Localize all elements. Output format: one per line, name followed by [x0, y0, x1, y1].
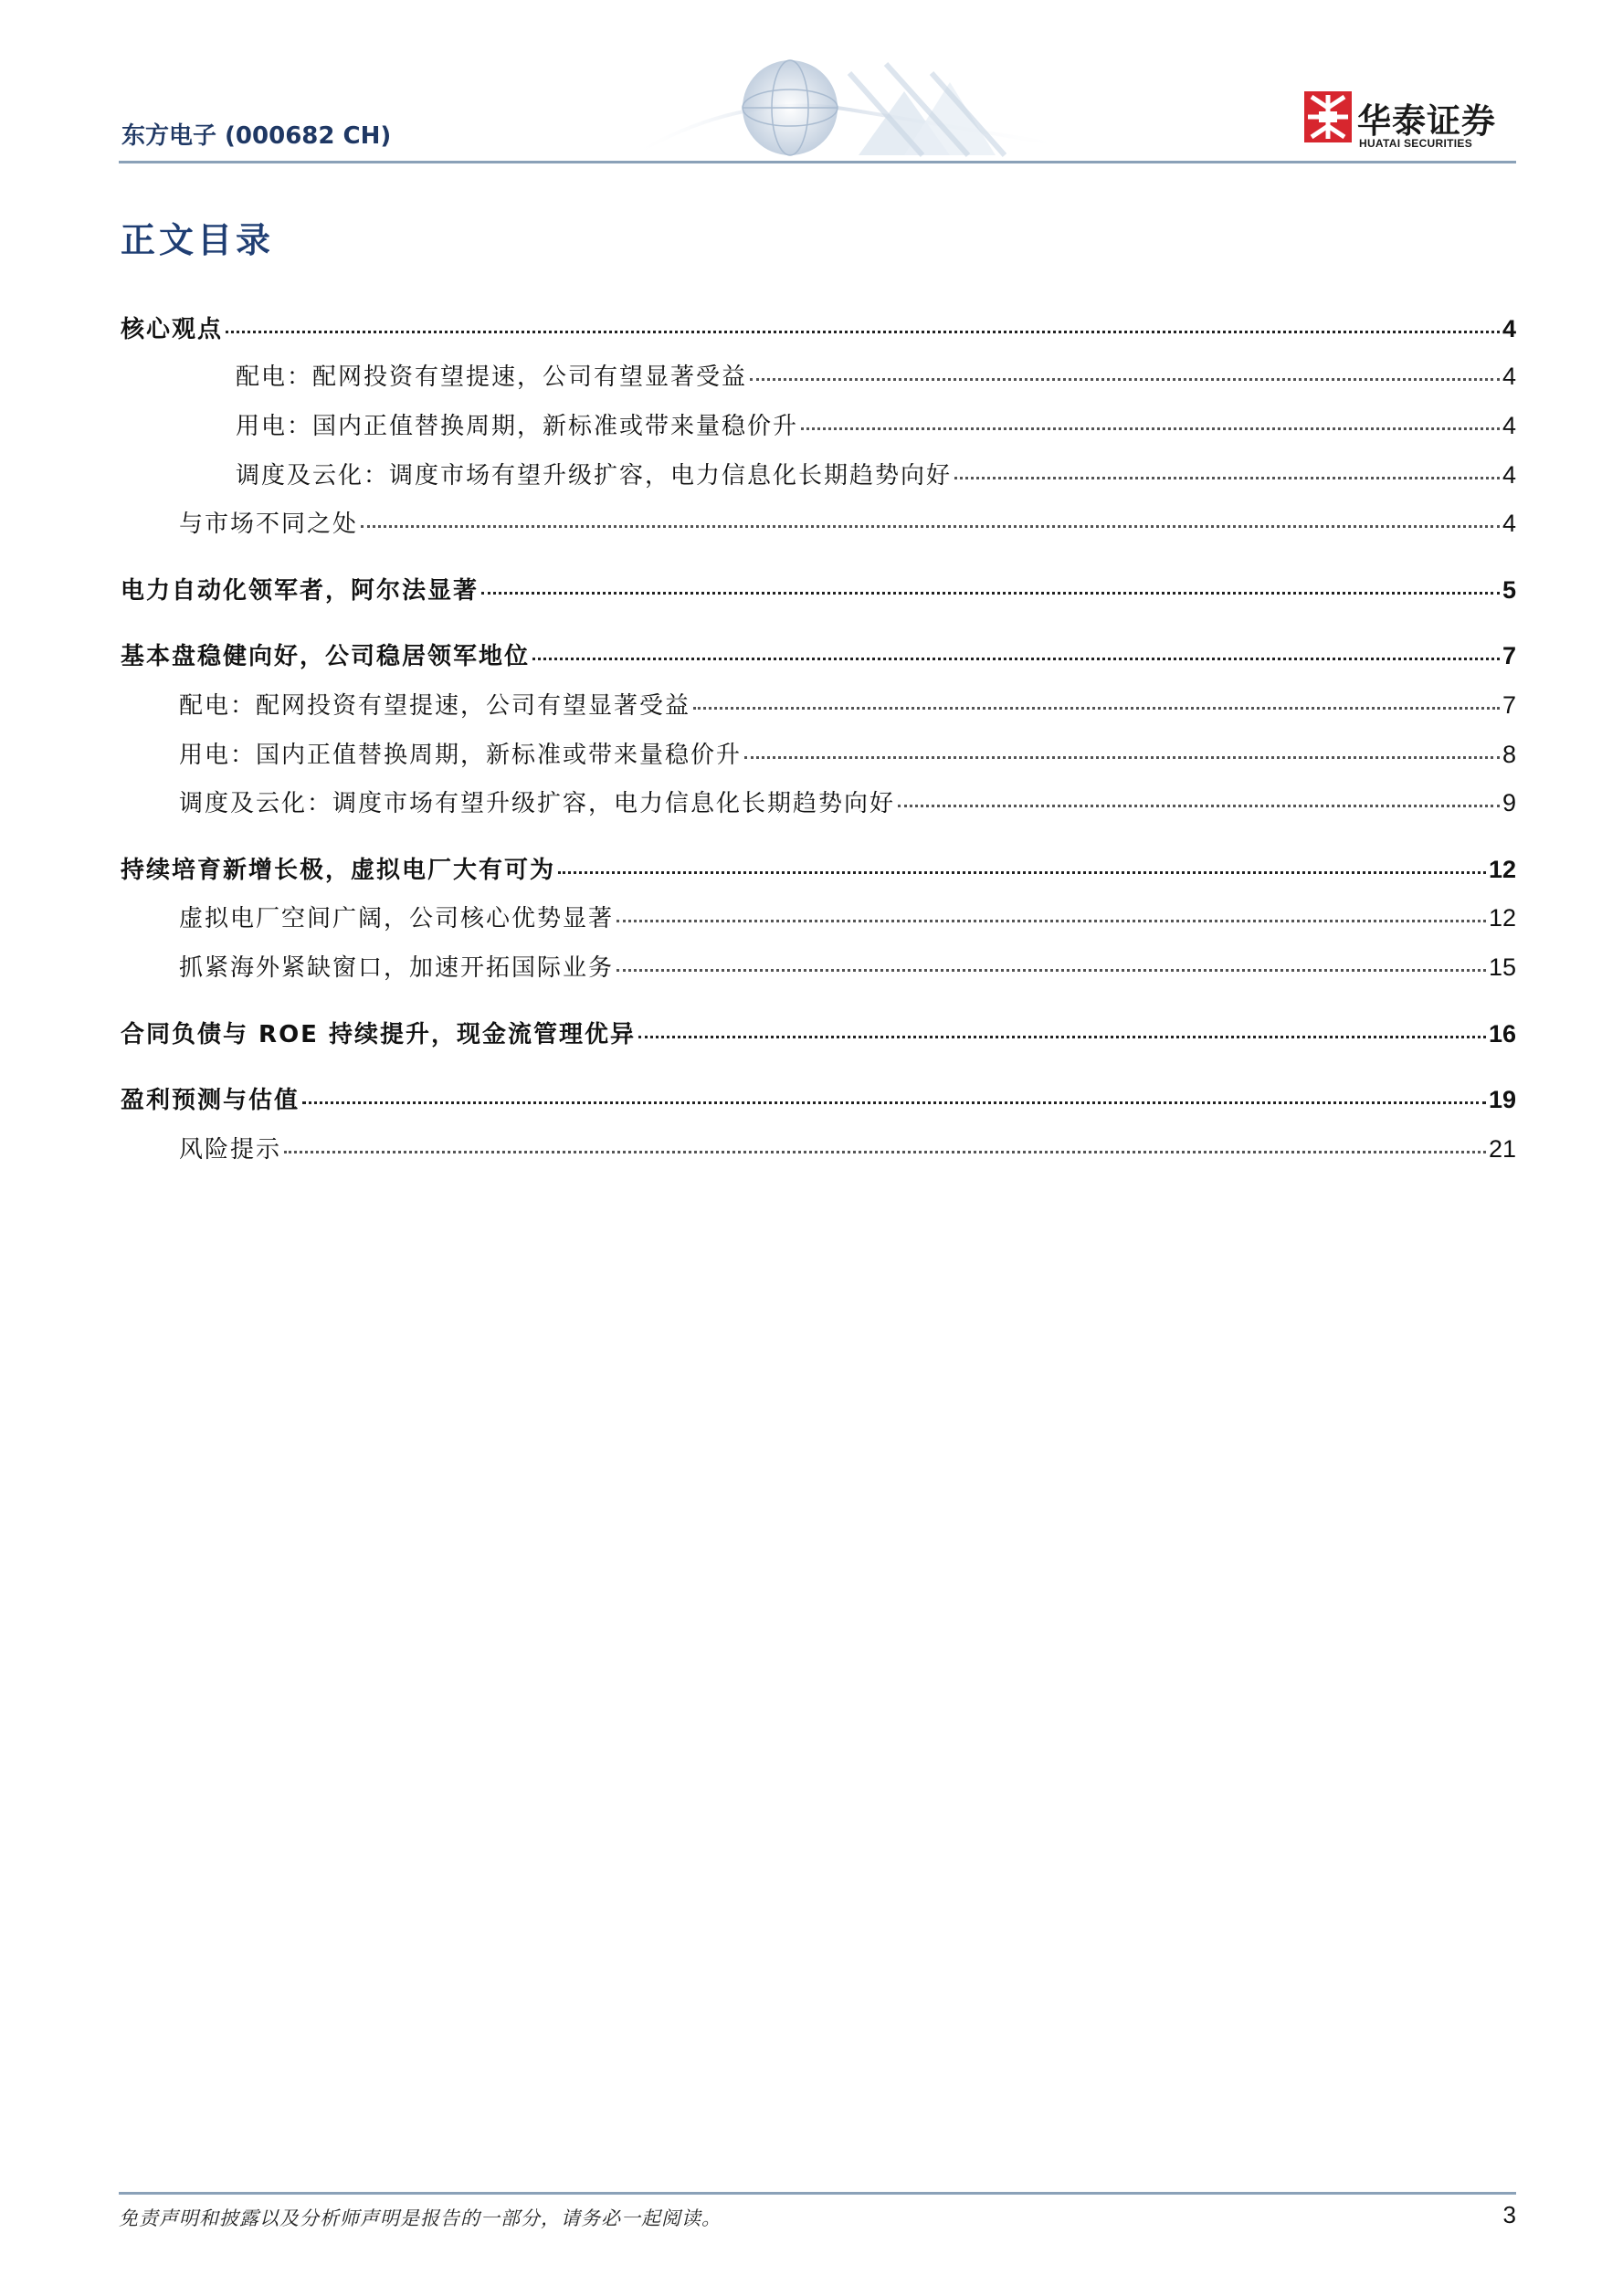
toc-entry-page: 9 [1502, 789, 1516, 816]
toc-entry[interactable] [236, 358, 1516, 392]
toc-entry-page: 4 [1502, 412, 1516, 439]
toc-entry[interactable] [179, 900, 1516, 933]
company-ticker: 东方电子 (000682 CH) [121, 122, 392, 150]
toc-entry-page: 5 [1502, 576, 1516, 604]
toc-entry-title: 电力自动化领军者，阿尔法显著 [121, 577, 480, 605]
toc-dot-leader [638, 1036, 1486, 1038]
toc-entry-title: 盈利预测与估值 [121, 1087, 300, 1114]
toc-entry[interactable] [179, 687, 1516, 721]
toc-entry-page: 7 [1502, 691, 1516, 719]
toc-entry-page: 12 [1488, 904, 1516, 932]
toc-dot-leader [481, 592, 1500, 595]
toc-entry-page: 4 [1502, 461, 1516, 489]
toc-dot-leader [744, 756, 1500, 759]
toc-dot-leader [361, 525, 1500, 528]
toc-entry-page: 12 [1488, 856, 1516, 883]
page-number: 3 [1502, 2201, 1516, 2228]
toc-entry-title: 配电：配网投资有望提速，公司有望显著受益 [179, 692, 691, 720]
toc-entry-title: 虚拟电厂空间广阔，公司核心优势显著 [179, 905, 615, 932]
footer-disclaimer: 免责声明和披露以及分析师声明是报告的一部分，请务必一起阅读。 [119, 2207, 722, 2229]
toc-entry[interactable] [121, 1081, 1516, 1115]
toc-entry-title: 核心观点 [121, 316, 224, 343]
page-title: 正文目录 [121, 219, 275, 260]
logo-english-name: HUATAI SECURITIES [1359, 137, 1472, 150]
toc-entry-title: 用电：国内正值替换周期，新标准或带来量稳价升 [179, 742, 743, 769]
toc-entry-page: 4 [1502, 510, 1516, 537]
globe-banner-icon [630, 55, 1069, 163]
toc-entry[interactable] [121, 1016, 1516, 1049]
toc-entry[interactable] [179, 785, 1516, 818]
toc-entry-title: 风险提示 [179, 1136, 282, 1164]
toc-entry-title: 基本盘稳健向好，公司稳居领军地位 [121, 643, 531, 670]
toc-entry-page: 4 [1502, 315, 1516, 342]
toc-entry-page: 7 [1502, 642, 1516, 669]
toc-dot-leader [617, 969, 1486, 972]
header-divider [119, 161, 1516, 163]
toc-dot-leader [617, 920, 1486, 922]
toc-dot-leader [284, 1151, 1486, 1153]
toc-entry-title: 抓紧海外紧缺窗口，加速开拓国际业务 [179, 954, 615, 982]
toc-entry-page: 15 [1488, 953, 1516, 981]
footer-divider [119, 2192, 1516, 2195]
toc-dot-leader [954, 477, 1500, 479]
toc-entry[interactable] [179, 1131, 1516, 1164]
toc-entry-title: 合同负债与 ROE 持续提升，现金流管理优异 [121, 1021, 636, 1048]
toc-dot-leader [898, 805, 1500, 807]
toc-entry-page: 21 [1488, 1135, 1516, 1163]
toc-entry-title: 用电：国内正值替换周期，新标准或带来量稳价升 [236, 413, 799, 440]
toc-dot-leader [693, 707, 1500, 710]
toc-entry-page: 16 [1488, 1020, 1516, 1048]
toc-entry[interactable] [179, 949, 1516, 983]
toc-dot-leader [532, 658, 1500, 660]
toc-dot-leader [801, 427, 1500, 430]
toc-entry-page: 8 [1502, 741, 1516, 768]
toc-entry[interactable] [121, 637, 1516, 671]
toc-entry[interactable] [121, 311, 1516, 344]
toc-entry[interactable] [121, 851, 1516, 885]
toc-dot-leader [558, 871, 1486, 874]
toc-entry-title: 调度及云化：调度市场有望升级扩容，电力信息化长期趋势向好 [179, 790, 896, 817]
toc-entry[interactable] [121, 572, 1516, 606]
toc-entry-page: 19 [1488, 1086, 1516, 1113]
logo-chinese-name: 华泰证券 [1357, 101, 1496, 141]
toc-entry-title: 调度及云化：调度市场有望升级扩容，电力信息化长期趋势向好 [236, 462, 953, 490]
toc-entry-page: 4 [1502, 363, 1516, 390]
toc-entry-title: 与市场不同之处 [179, 511, 359, 538]
toc-entry[interactable] [236, 407, 1516, 441]
huatai-logo-icon [1304, 91, 1352, 142]
toc-entry-title: 配电：配网投资有望提速，公司有望显著受益 [236, 363, 748, 391]
toc-entry[interactable] [179, 505, 1516, 539]
toc-entry-title: 持续培育新增长极，虚拟电厂大有可为 [121, 857, 556, 884]
toc-dot-leader [302, 1101, 1486, 1104]
toc-entry[interactable] [179, 736, 1516, 770]
toc-dot-leader [750, 378, 1500, 381]
toc-dot-leader [226, 331, 1500, 333]
toc-entry[interactable] [236, 457, 1516, 490]
